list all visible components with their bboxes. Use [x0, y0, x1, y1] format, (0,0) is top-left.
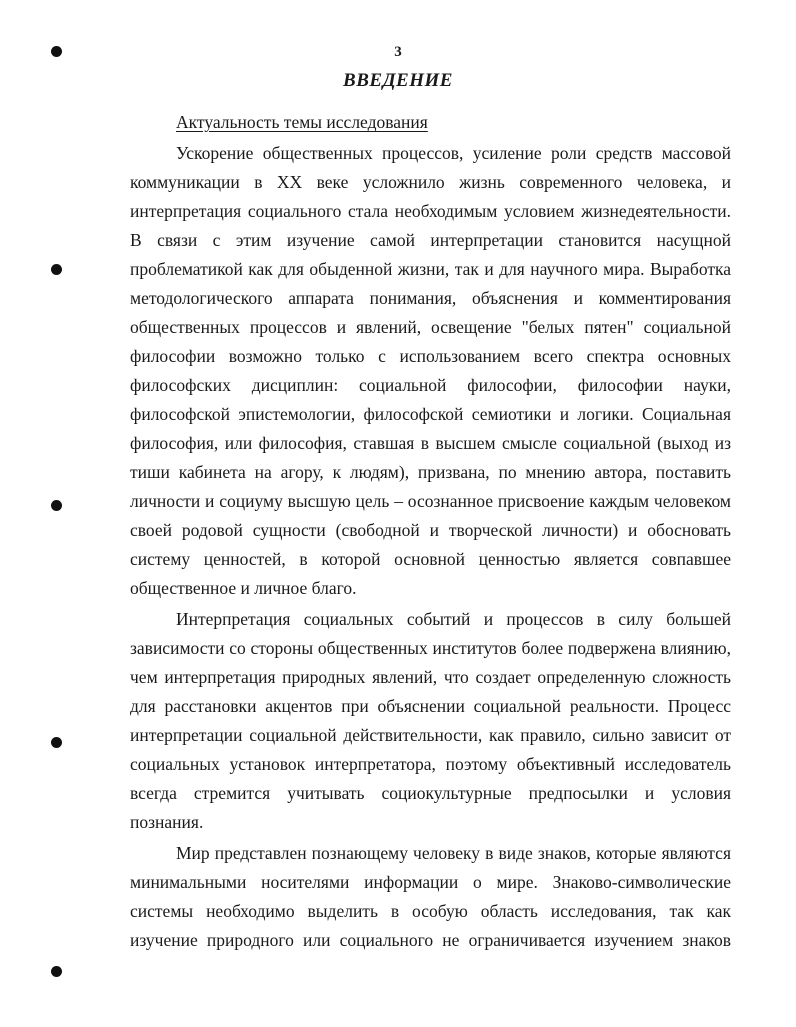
text-line: общественное и личное благо.: [130, 578, 357, 598]
text-line: коммуникации в XX веке усложнило жизнь современного человека, и: [130, 172, 731, 192]
page-number: 3: [394, 44, 402, 60]
text-line: философия, или философия, ставшая в высшем смысле социальной (выход из: [130, 433, 731, 453]
text-line: методологического аппарата понимания, объяснения и комментирования: [130, 288, 731, 308]
text-line: всегда стремится учитывать социокультурные предпосылки и условия: [130, 783, 731, 803]
text-line: философских дисциплин: социальной философии, философии науки,: [130, 375, 731, 395]
binder-hole-mark: [51, 46, 62, 57]
binder-hole-mark: [51, 737, 62, 748]
text-line: зависимости со стороны общественных институтов более подвержена влиянию,: [130, 638, 731, 658]
text-line: познания.: [130, 812, 204, 832]
section-subheading: Актуальность темы исследования: [176, 112, 428, 132]
text-line: своей родовой сущности (свободной и творческой личности) и обосновать: [130, 520, 731, 540]
text-line: личности и социуму высшую цель – осознанное присвоение каждым человеком: [130, 491, 731, 511]
text-line: философии возможно только с использованием всего спектра основных: [130, 346, 731, 366]
text-line: Мир представлен познающему человеку в виде знаков, которые являются: [176, 843, 731, 863]
text-line: Ускорение общественных процессов, усиление роли средств массовой: [176, 143, 731, 163]
text-line: тиши кабинета на агору, к людям), призвана, по мнению автора, поставить: [130, 462, 731, 482]
text-line: Интерпретация социальных событий и процессов в силу большей: [176, 609, 731, 629]
text-line: В связи с этим изучение самой интерпретации становится насущной: [130, 230, 731, 250]
text-line: социальных установок интерпретатора, поэтому объективный исследователь: [130, 754, 731, 774]
text-line: интерпретации социальной действительности, как правило, сильно зависит от: [130, 725, 731, 745]
binder-hole-mark: [51, 966, 62, 977]
text-line: систему ценностей, в которой основной ценностью является совпавшее: [130, 549, 731, 569]
text-line: интерпретация социального стала необходимым условием жизнедеятельности.: [130, 201, 731, 221]
text-line: системы необходимо выделить в особую область исследования, так как: [130, 901, 731, 921]
text-line: общественных процессов и явлений, освещение "белых пятен" социальной: [130, 317, 731, 337]
text-line: проблематикой как для обыденной жизни, так и для научного мира. Выработка: [130, 259, 731, 279]
text-line: минимальными носителями информации о мире. Знаково-символические: [130, 872, 731, 892]
binder-hole-mark: [51, 500, 62, 511]
text-line: для расстановки акцентов при объяснении социальной реальности. Процесс: [130, 696, 731, 716]
text-line: чем интерпретация природных явлений, что создает определенную сложность: [130, 667, 731, 687]
page-heading: ВВЕДЕНИЕ: [343, 70, 453, 91]
binder-hole-mark: [51, 264, 62, 275]
text-line: философской эпистемологии, философской семиотики и логики. Социальная: [130, 404, 731, 424]
text-line: изучение природного или социального не ограничивается изучением знаков: [130, 930, 731, 950]
